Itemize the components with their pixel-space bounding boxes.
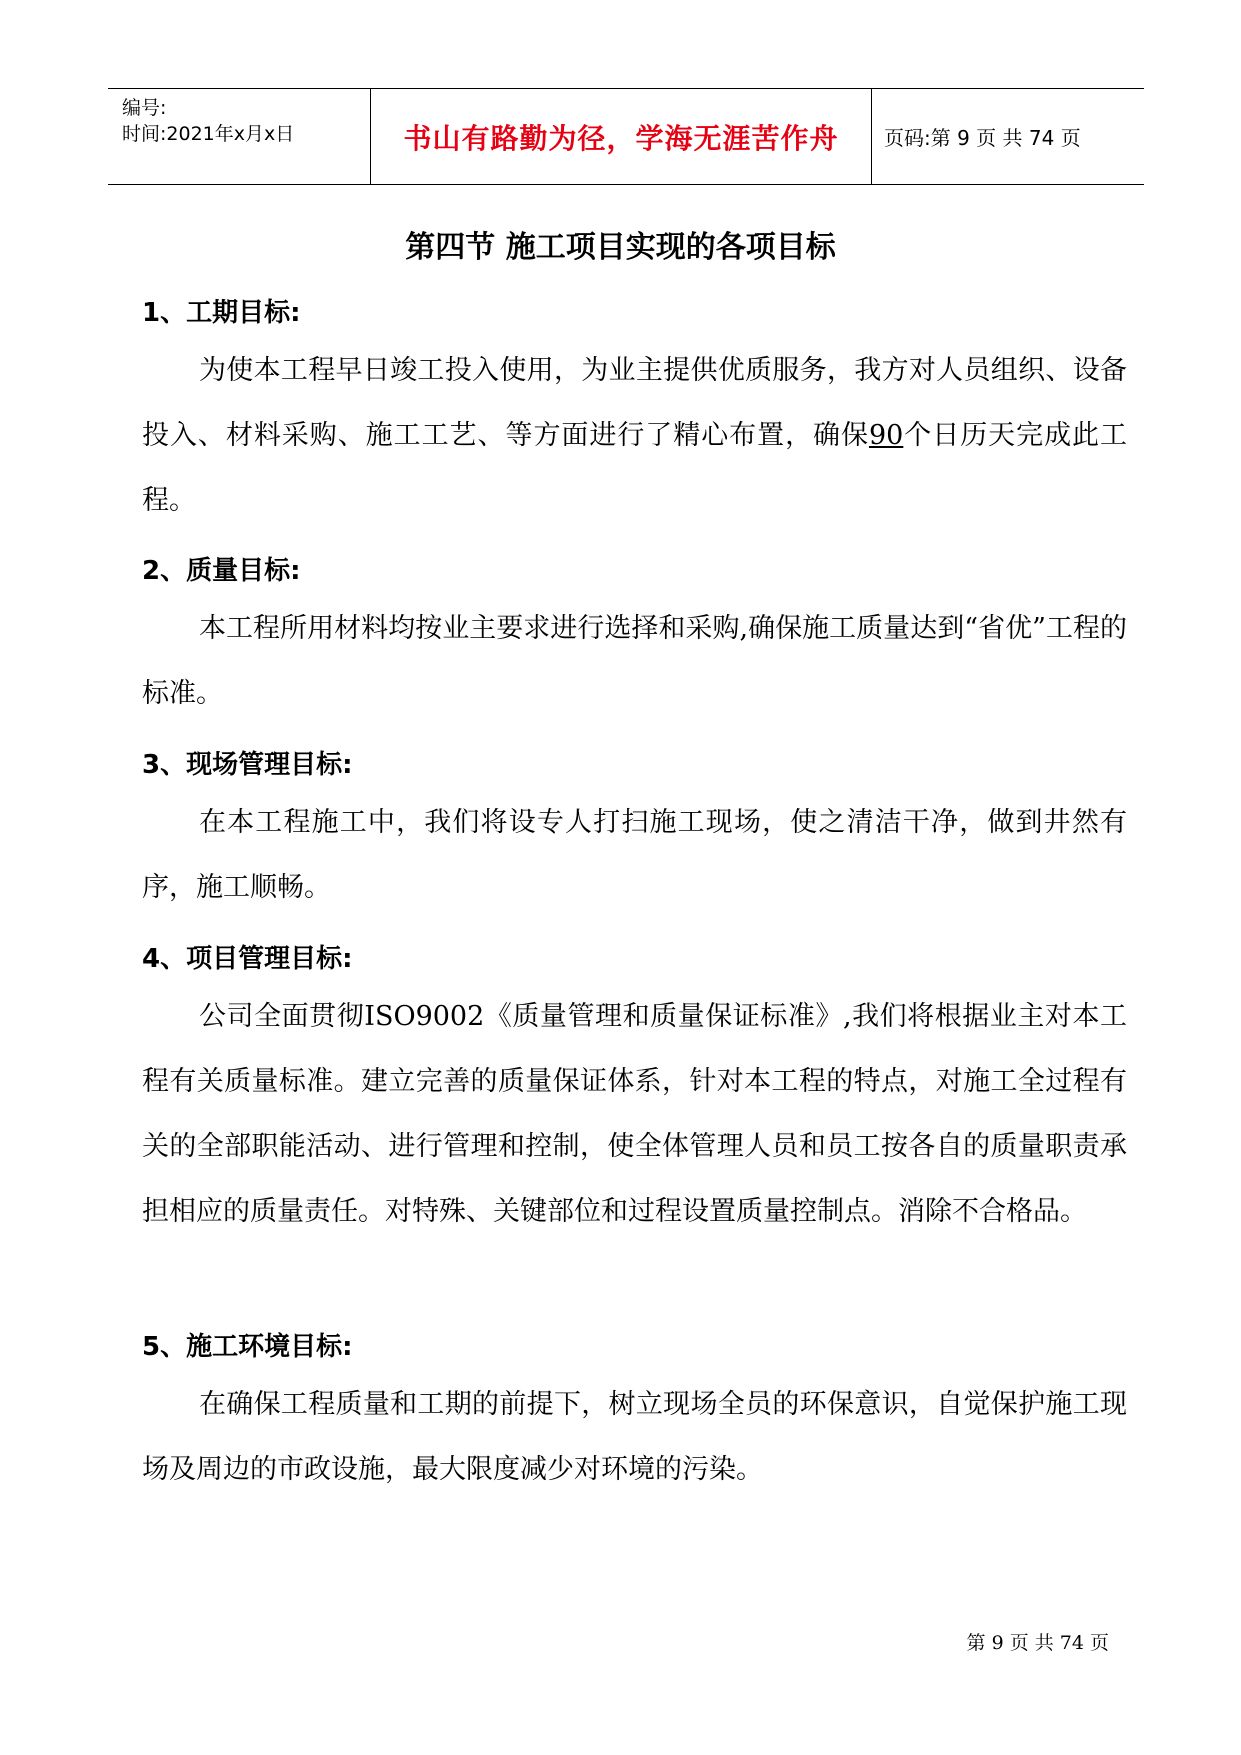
paragraph-text: 个日历天完成此工程。 (142, 420, 1128, 516)
section-title: 第四节 施工项目实现的各项目标 (405, 230, 836, 265)
heading-quality-goal: 2、质量目标: (142, 556, 301, 586)
paragraph-schedule-goal (142, 338, 1127, 533)
heading-environment-goal: 5、施工环境目标: (142, 1332, 353, 1362)
paragraph-quality-goal: 本工程所用材料均按业主要求进行选择和采购,确保施工质量达到“省优”工程的标准。 (142, 613, 1127, 709)
heading-schedule-goal: 1、工期目标: (142, 298, 301, 328)
header-meta (108, 89, 370, 184)
heading-project-management-goal: 4、项目管理目标: (142, 944, 353, 974)
page-header (108, 88, 1144, 185)
paragraph-site-management-goal: 在本工程施工中，我们将设专人打扫施工现场，使之清洁干净，做到井然有序，施工顺畅。 (142, 807, 1127, 903)
header-motto-cell (370, 89, 872, 184)
header-page-info: 页码:第 9 页 共 74 页 (884, 126, 1081, 150)
page-footer: 第 9 页 共 74 页 (966, 1632, 1109, 1654)
heading-site-management-goal: 3、现场管理目标: (142, 750, 353, 780)
header-motto: 书山有路勤为径，学海无涯苦作舟 (403, 121, 839, 155)
document-number-label: 编号: (122, 97, 167, 119)
paragraph-text: 为使本工程早日竣工投入使用，为业主提供优质服务，我方对人员组织、设备投入、材料采购、施工工艺、等方面进行了精心布置，确保 (142, 355, 1127, 451)
document-time-label: 时间:2021年x月x日 (122, 123, 295, 145)
header-page-cell (872, 89, 1144, 184)
paragraph-project-management-goal: 公司全面贯彻ISO9002《质量管理和质量保证标准》,我们将根据业主对本工程有关质量标准。建立完善的质量保证体系，针对本工程的特点，对施工全过程有关的全部职能活动、进行管理和控制，使全体管理人员和员工按各自的质量职责承担相应的质量责任。对特殊、关键部位和过程设置质量控制点。消除不合格品。 (142, 1001, 1127, 1227)
schedule-days-value: 90 (868, 420, 904, 451)
paragraph-environment-goal: 在确保工程质量和工期的前提下，树立现场全员的环保意识，自觉保护施工现场及周边的市政设施，最大限度减少对环境的污染。 (142, 1389, 1127, 1485)
